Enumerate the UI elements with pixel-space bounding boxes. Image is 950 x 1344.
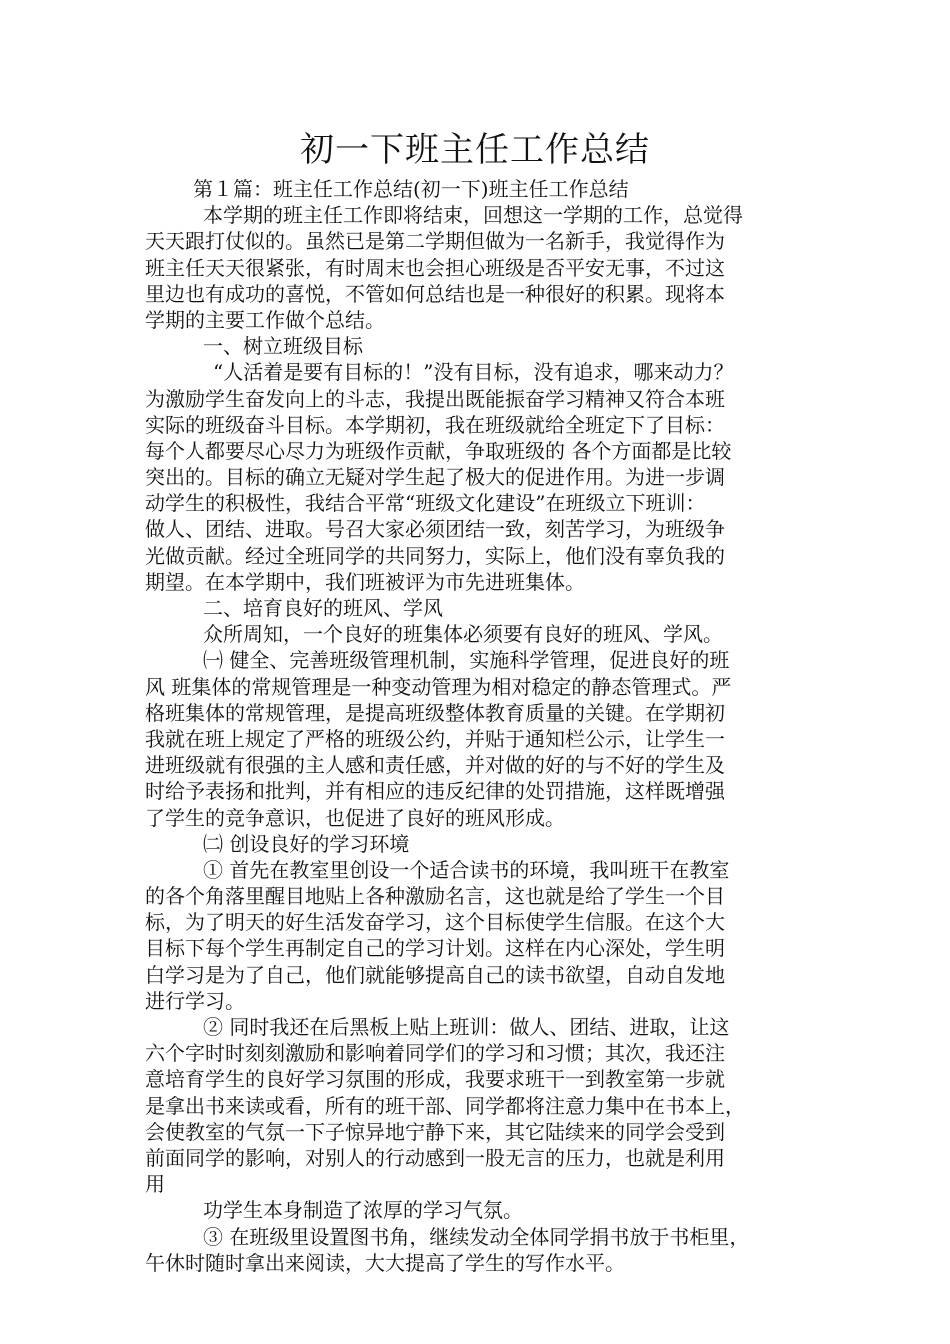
document-body — [145, 176, 813, 1276]
document-title: 初一下班主任工作总结 — [300, 130, 650, 170]
text-line: 二、培育良好的班风、学风 — [203, 596, 443, 620]
text-line: 六个字时时刻刻激励和影响着同学们的学习和习惯；其次，我还注 — [145, 1041, 725, 1066]
text-line: 午休时随时拿出来阅读，大大提高了学生的写作水平。 — [145, 1250, 625, 1275]
text-line: 本学期的班主任工作即将结束，回想这一学期的工作，总觉得 — [203, 203, 743, 228]
text-line: 用 — [145, 1172, 165, 1197]
text-line: 的各个角落里醒目地贴上各种激励名言，这也就是给了学生一个目 — [145, 884, 725, 909]
text-line: 意培育学生的良好学习氛围的形成，我要求班干一到教室第一步就 — [145, 1067, 725, 1092]
text-line: ㈡ 创设良好的学习环境 — [203, 831, 410, 856]
text-line: 目标下每个学生再制定自己的学习计划。这样在内心深处，学生明 — [145, 936, 725, 961]
text-line: 一、树立班级目标 — [203, 334, 363, 359]
text-line: 期望。在本学期中，我们班被评为市先进班集体。 — [145, 569, 585, 594]
text-line: 天天跟打仗似的。虽然已是第二学期但做为一名新手，我觉得作为 — [145, 229, 725, 254]
text-line: ③ 在班级里设置图书角，继续发动全体同学捐书放于书柜里， — [203, 1224, 750, 1249]
text-line: 白学习是为了自己，他们就能够提高自己的读书欲望，自动自发地 — [145, 962, 725, 987]
text-line: 做人、团结、进取。号召大家必须团结一致，刻苦学习，为班级争 — [145, 517, 725, 542]
text-line: 第１篇：班主任工作总结(初一下)班主任工作总结 — [193, 177, 629, 201]
text-line: 突出的。目标的确立无疑对学生起了极大的促进作用。为进一步调 — [145, 465, 725, 490]
text-line: 班主任天天很紧张，有时周末也会担心班级是否平安无事，不过这 — [145, 255, 725, 280]
text-line: 进班级就有很强的主人感和责任感，并对做的好的与不好的学生及 — [145, 753, 725, 778]
text-line: 进行学习。 — [145, 988, 245, 1013]
text-line: 会使教室的气氛一下子惊异地宁静下来，其它陆续来的同学会受到 — [145, 1119, 725, 1144]
text-line: 标，为了明天的好生活发奋学习，这个目标使学生信服。在这个大 — [145, 910, 725, 935]
text-line: ㈠ 健全、完善班级管理机制，实施科学管理，促进良好的班 — [203, 648, 730, 673]
text-line: 每个人都要尽心尽力为班级作贡献，争取班级的 各个方面都是比较 — [145, 438, 732, 463]
text-line: 众所周知，一个良好的班集体必须要有良好的班风、学风。 — [203, 622, 723, 647]
text-line: 时给予表扬和批判，并有相应的违反纪律的处罚措施，这样既增强 — [145, 779, 725, 804]
text-line: 是拿出书来读或看，所有的班干部、同学都将注意力集中在书本上， — [145, 1093, 745, 1118]
text-line: 风 班集体的常规管理是一种变动管理为相对稳定的静态管理式。严 — [145, 674, 732, 699]
text-line: ① 首先在教室里创设一个适合读书的环境，我叫班干在教室 — [203, 857, 730, 882]
text-line: 学期的主要工作做个总结。 — [145, 307, 385, 332]
text-line: 我就在班上规定了严格的班级公约，并贴于通知栏公示，让学生一 — [145, 726, 725, 751]
text-line: “人活着是要有目标的！”没有目标，没有追求，哪来动力？ — [213, 360, 734, 385]
text-line: 了学生的竞争意识，也促进了良好的班风形成。 — [145, 805, 565, 830]
text-line: ② 同时我还在后黑板上贴上班训：做人、团结、进取，让这 — [203, 1015, 730, 1039]
text-line: 为激励学生奋发向上的斗志，我提出既能振奋学习精神又符合本班 — [145, 386, 725, 411]
text-line: 前面同学的影响，对别人的行动感到一股无言的压力，也就是利用 — [145, 1145, 725, 1170]
text-line: 功学生本身制造了浓厚的学习气氛。 — [203, 1198, 523, 1223]
text-line: 里边也有成功的喜悦，不管如何总结也是一种很好的积累。现将本 — [145, 281, 725, 306]
text-line: 动学生的积极性，我结合平常“班级文化建设”在班级立下班训： — [145, 491, 706, 516]
text-line: 实际的班级奋斗目标。本学期初，我在班级就给全班定下了目标： — [145, 412, 725, 437]
text-line: 格班集体的常规管理，是提高班级整体教育质量的关键。在学期初 — [145, 700, 725, 725]
text-line: 光做贡献。经过全班同学的共同努力，实际上，他们没有辜负我的 — [145, 543, 725, 568]
